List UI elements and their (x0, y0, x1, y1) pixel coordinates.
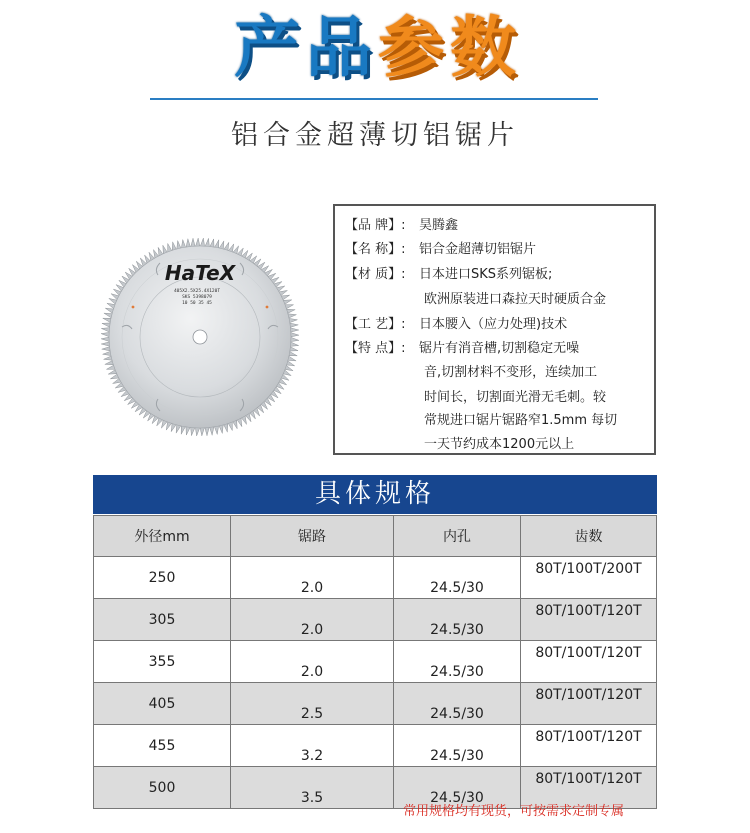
cell-diameter: 305 (94, 599, 231, 641)
hero-char: 产 (234, 9, 300, 86)
header-teeth: 齿数 (521, 516, 657, 557)
table-row (94, 725, 657, 767)
saw-blade-image (100, 237, 300, 437)
table-row (94, 683, 657, 725)
blade-logo: HaTeX (164, 261, 236, 285)
cell-kerf: 3.5 (231, 767, 394, 809)
info-row-features-cont: 音,切割材料不变形，连续加工 (424, 365, 598, 380)
cell-teeth: 80T/100T/120T (521, 599, 657, 641)
spec-banner: 具体规格 (93, 475, 657, 514)
stock-note: 常用规格均有现货，可按需求定制专属 (403, 804, 625, 819)
info-row-process: 【工 艺】: 日本腰入（应力处理)技术 (345, 317, 568, 332)
info-row-features-cont: 常规进口锯片锯路窄1.5mm 每切 (424, 413, 618, 428)
cell-kerf: 2.0 (231, 557, 394, 599)
cell-diameter: 250 (94, 557, 231, 599)
blade-label: SKS 5398079 (182, 295, 212, 300)
info-row-material-cont: 欧洲原装进口森拉天时硬质合金 (424, 292, 607, 307)
table-header-row (94, 516, 657, 557)
cell-diameter: 455 (94, 725, 231, 767)
cell-bore: 24.5/30 (394, 599, 521, 641)
table-row (94, 641, 657, 683)
hero-char: 参 (378, 9, 444, 86)
cell-bore: 24.5/30 (394, 641, 521, 683)
cell-bore: 24.5/30 (394, 683, 521, 725)
cell-diameter: 500 (94, 767, 231, 809)
cell-bore: 24.5/30 (394, 557, 521, 599)
table-row (94, 557, 657, 599)
cell-diameter: 405 (94, 683, 231, 725)
cell-kerf: 3.2 (231, 725, 394, 767)
info-row-name: 【名 称】: 铝合金超薄切铝锯片 (345, 242, 537, 257)
cell-teeth: 80T/100T/120T (521, 683, 657, 725)
hero-char: 数 (450, 9, 516, 86)
info-row-features: 【特 点】: 锯片有消音槽,切割稳定无噪 (345, 341, 580, 356)
header-bore: 内孔 (394, 516, 521, 557)
spec-table (93, 515, 657, 809)
product-info-box (333, 204, 656, 455)
cell-teeth: 80T/100T/120T (521, 767, 657, 809)
blade-label: 405X2.5X25.4X120T (173, 289, 221, 294)
cell-teeth: 80T/100T/120T (521, 641, 657, 683)
header-kerf: 锯路 (231, 516, 394, 557)
info-row-features-cont: 时间长，切割面光滑无毛刺。较 (424, 390, 607, 405)
header-outer-diameter: 外径mm (94, 516, 231, 557)
info-row-features-cont: 一天节约成本1200元以上 (424, 437, 575, 452)
cell-teeth: 80T/100T/200T (521, 557, 657, 599)
product-subtitle: 铝合金超薄切铝锯片 (231, 120, 519, 151)
hero-char: 品 (306, 9, 372, 86)
cell-kerf: 2.0 (231, 641, 394, 683)
cell-bore: 24.5/30 (394, 767, 521, 809)
blade-label: 10 50 35 45 (182, 301, 212, 306)
cell-bore: 24.5/30 (394, 725, 521, 767)
hero-title (0, 8, 750, 88)
cell-diameter: 355 (94, 641, 231, 683)
cell-kerf: 2.0 (231, 599, 394, 641)
table-row (94, 599, 657, 641)
info-row-material: 【材 质】: 日本进口SKS系列锯板; (345, 267, 553, 282)
cell-kerf: 2.5 (231, 683, 394, 725)
divider (150, 98, 598, 100)
info-row-brand: 【品 牌】: 昊腾鑫 (345, 218, 459, 233)
cell-teeth: 80T/100T/120T (521, 725, 657, 767)
